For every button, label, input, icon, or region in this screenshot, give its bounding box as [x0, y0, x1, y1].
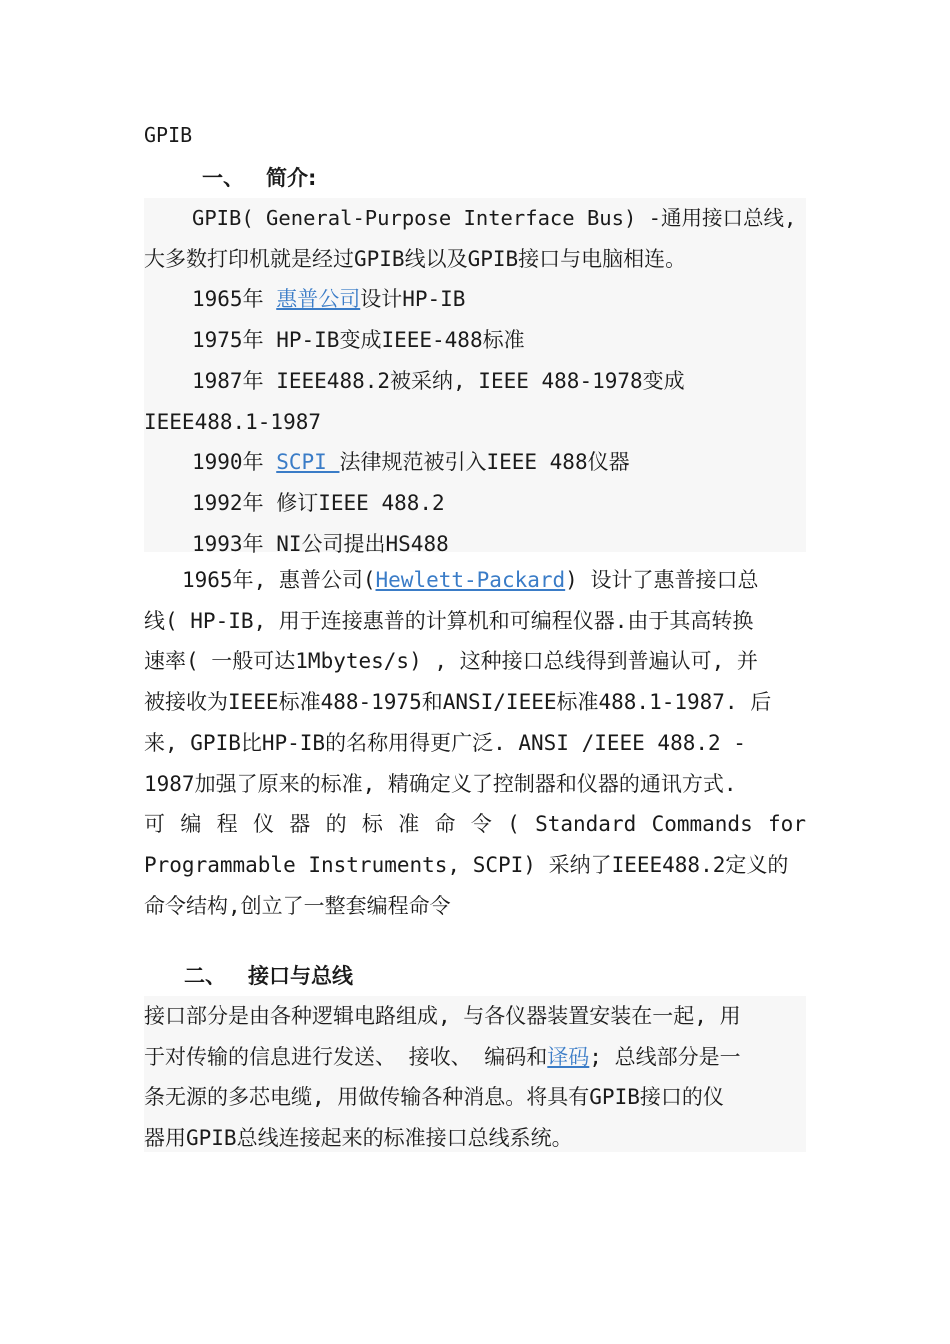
timeline-text: 法律规范被引入IEEE 488仪器 [339, 450, 630, 475]
intro-line: 大多数打印机就是经过GPIB线以及GPIB接口与电脑相连。 [144, 246, 687, 271]
justified-word: 器 [289, 812, 311, 837]
justified-word: Commands [651, 812, 753, 837]
timeline-item [144, 524, 806, 565]
justified-word: 编 [180, 812, 202, 837]
timeline-year: 1993年 [192, 531, 264, 556]
paragraph-line: 速率( 一般可达1Mbytes/s) , 这种接口总线得到普遍认可, 并 [144, 649, 758, 674]
intro-block [144, 198, 806, 556]
paragraph-line [144, 560, 806, 601]
decode-link[interactable]: 译码 [547, 1044, 590, 1069]
paragraph-line: 器用GPIB总线连接起来的标准接口总线系统。 [144, 1126, 573, 1151]
justified-word: 标 [361, 812, 383, 837]
timeline-item [144, 442, 806, 483]
justified-word: for [768, 812, 806, 837]
paragraph-text: 于对传输的信息进行发送、 接收、 编码和 [144, 1044, 548, 1069]
timeline-text: IEEE488.2被采纳, IEEE 488-1978变成 [276, 368, 685, 393]
timeline-year: 1992年 [192, 490, 264, 515]
paragraph-line: 1987加强了原来的标准, 精确定义了控制器和仪器的通讯方式. [144, 771, 737, 796]
timeline-text: HP-IB变成IEEE-488标准 [276, 328, 525, 353]
section-title: 接口与总线 [248, 964, 353, 988]
section-title: 简介: [266, 166, 317, 190]
doc-title: GPIB [144, 123, 193, 147]
scpi-link[interactable]: SCPI [276, 450, 340, 475]
paragraph-line: 命令结构,创立了一整套编程命令 [144, 893, 451, 918]
timeline-item [144, 483, 806, 524]
paragraph-line: 线( HP-IB, 用于连接惠普的计算机和可编程仪器.由于其高转换 [144, 608, 754, 633]
history-paragraph [144, 560, 806, 926]
justified-word: 令 [470, 812, 492, 837]
timeline-year: 1987年 [192, 368, 264, 393]
timeline-item [144, 279, 806, 320]
justified-word: 程 [216, 812, 238, 837]
justified-word: 的 [325, 812, 347, 837]
section-heading-interface [184, 958, 353, 994]
justified-word: 可 [144, 812, 165, 837]
justified-word: Standard [535, 812, 637, 837]
hewlett-packard-link[interactable]: Hewlett-Packard [375, 568, 566, 592]
paragraph-text: ; 总线部分是一 [589, 1044, 741, 1069]
justified-word: 准 [398, 812, 420, 837]
timeline-text: NI公司提出HS488 [276, 531, 449, 556]
paragraph-line-justified [144, 804, 806, 845]
paragraph-line: 条无源的多芯电缆, 用做传输各种消息。将具有GPIB接口的仪 [144, 1085, 724, 1110]
justified-word: ( [507, 812, 520, 837]
timeline-year: 1975年 [192, 328, 264, 353]
timeline-text: 修订IEEE 488.2 [276, 490, 445, 515]
paragraph-line: 接口部分是由各种逻辑电路组成, 与各仪器装置安装在一起, 用 [144, 1004, 741, 1028]
paragraph-line: Programmable Instruments, SCPI) 采纳了IEEE488.2定义的 [144, 852, 789, 877]
justified-word: 仪 [252, 812, 274, 837]
timeline-year: 1990年 [192, 450, 264, 475]
timeline-item [144, 320, 806, 361]
interface-paragraph [144, 996, 806, 1152]
paragraph-line: 来, GPIB比HP-IB的名称用得更广泛. ANSI /IEEE 488.2 - [144, 730, 746, 755]
timeline-continuation: IEEE488.1-1987 [144, 409, 322, 434]
justified-word: 命 [434, 812, 456, 837]
hp-company-link[interactable]: 惠普公司 [276, 287, 361, 312]
paragraph-text: 1965年, 惠普公司( [182, 568, 376, 592]
section-heading-intro [202, 160, 316, 196]
timeline-item [144, 361, 806, 402]
intro-line: GPIB( General-Purpose Interface Bus) -通用接口总线, [192, 206, 797, 230]
section-number: 二、 [184, 964, 226, 988]
paragraph-line [144, 1037, 806, 1078]
paragraph-text: ) 设计了惠普接口总 [565, 568, 759, 592]
timeline-year: 1965年 [192, 287, 264, 312]
paragraph-line: 被接收为IEEE标准488-1975和ANSI/IEEE标准488.1-1987. 后 [144, 690, 772, 715]
timeline-text: 设计HP-IB [360, 287, 466, 312]
section-number: 一、 [202, 166, 244, 190]
